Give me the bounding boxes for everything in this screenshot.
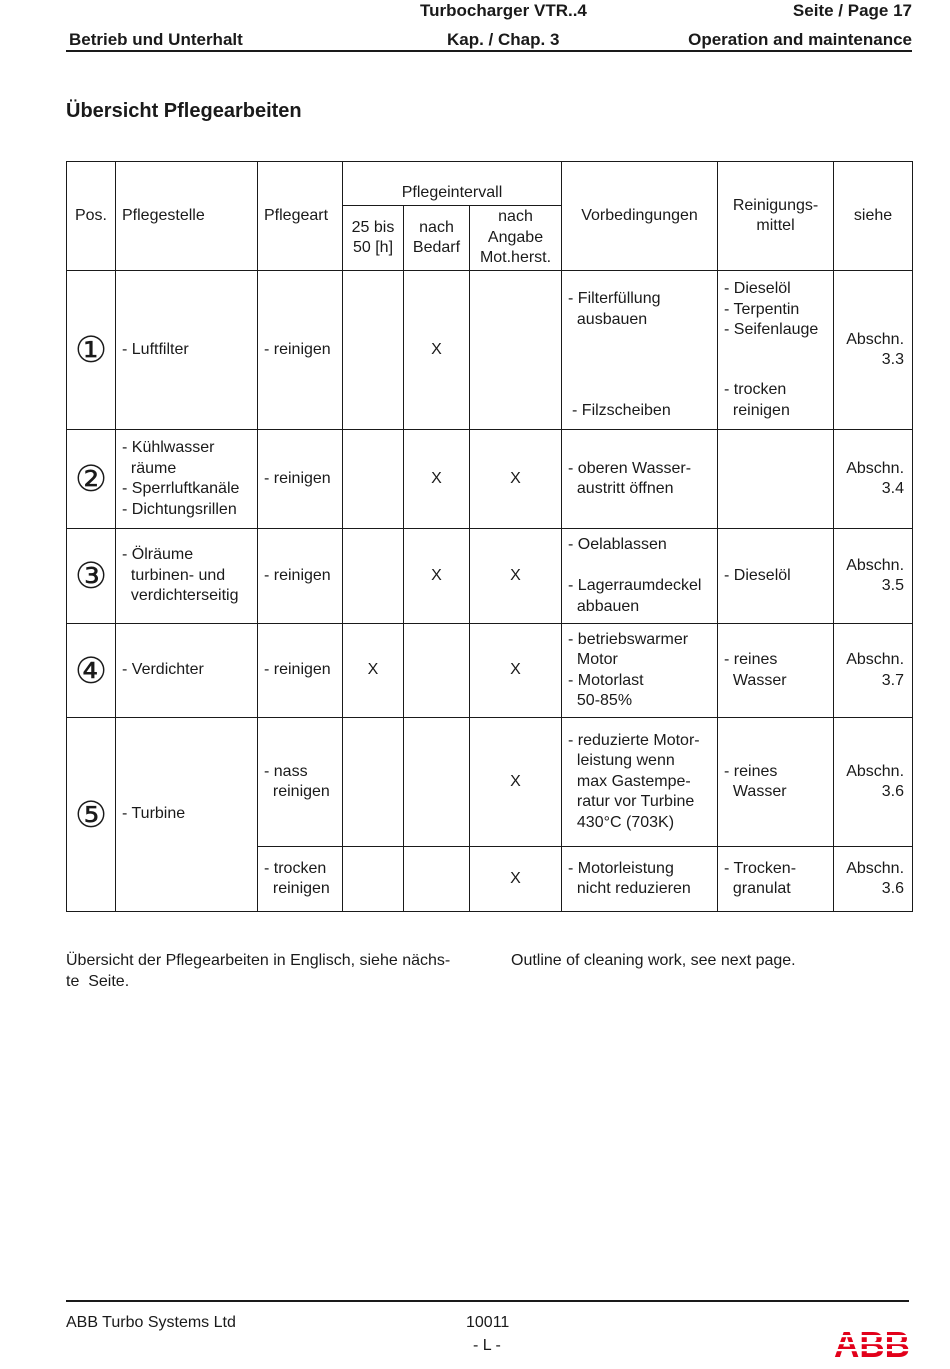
table-row [67, 529, 913, 624]
table-row [67, 271, 913, 361]
vorbedingung-cell: - Oelablassen - Lagerraumdeckel abbauen [562, 529, 718, 624]
page-label: Seite / Page 17 [792, 1, 912, 20]
vorbedingung-cell: - Filzscheiben [562, 361, 718, 430]
siehe-cell: Abschn. 3.7 [834, 624, 913, 718]
pflegeart-cell: - reinigen [258, 529, 343, 624]
interval-25-cell [343, 271, 404, 430]
siehe-cell: Abschn. 3.5 [834, 529, 913, 624]
angabe-cell: X [470, 847, 562, 912]
header-rule [66, 50, 912, 52]
company-name: ABB Turbo Systems Ltd [66, 1314, 236, 1331]
position-marker-2: ② [67, 430, 116, 529]
vorbedingung-cell: - oberen Wasser- austritt öffnen [562, 430, 718, 529]
interval-25-cell [343, 718, 404, 847]
th-pflegeart: Pflegeart [258, 162, 343, 271]
doc-number: 10011 [466, 1314, 510, 1331]
vorbedingung-cell: - Motorleistung nicht reduzieren [562, 847, 718, 912]
interval-25-cell [343, 430, 404, 529]
page-title: Übersicht Pflegearbeiten [66, 100, 302, 122]
language-code: - L - [473, 1337, 501, 1354]
abb-logo-mark [834, 1328, 910, 1360]
pflegestelle-cell: - Ölräume turbinen- und verdichterseitig [116, 529, 258, 624]
bedarf-cell [404, 718, 470, 847]
siehe-cell: Abschn. 3.6 [834, 718, 913, 847]
pflegestelle-cell: - Verdichter [116, 624, 258, 718]
maintenance-table [66, 161, 913, 912]
pflegeart-cell: - reinigen [258, 624, 343, 718]
reinigungsmittel-cell: - reines Wasser [718, 718, 834, 847]
table-row [67, 430, 913, 529]
position-marker-4: ④ [67, 624, 116, 718]
bedarf-cell: X [404, 529, 470, 624]
chapter-label: Kap. / Chap. 3 [447, 30, 560, 49]
angabe-cell: X [470, 430, 562, 529]
vorbedingung-cell: - reduzierte Motor- leistung wenn max Gastempe- ratur vor Turbine 430°C (703K) [562, 718, 718, 847]
pflegestelle-cell: - Kühlwasser räume - Sperrluftkanäle - Dichtungsrillen [116, 430, 258, 529]
table-row [67, 624, 913, 718]
interval-25-cell [343, 529, 404, 624]
bedarf-cell [404, 847, 470, 912]
siehe-cell: Abschn. 3.3 [834, 271, 913, 430]
siehe-cell: Abschn. 3.4 [834, 430, 913, 529]
th-nach-angabe: nach Angabe Mot.herst. [470, 206, 562, 271]
pflegeart-cell: - trocken reinigen [258, 847, 343, 912]
th-nach-bedarf: nach Bedarf [404, 206, 470, 271]
position-marker-3: ③ [67, 529, 116, 624]
th-reinigungsmittel: Reinigungs- mittel [718, 162, 834, 271]
interval-25-cell [343, 847, 404, 912]
th-vorbedingungen: Vorbedingungen [562, 162, 718, 271]
table-row [67, 718, 913, 847]
pflegestelle-cell: - Turbine [116, 718, 258, 912]
th-interval-25-50: 25 bis 50 [h] [343, 206, 404, 271]
pflegeart-cell: - nass reinigen [258, 718, 343, 847]
reinigungsmittel-cell: - reines Wasser [718, 624, 834, 718]
angabe-cell: X [470, 718, 562, 847]
th-pos: Pos. [67, 162, 116, 271]
note-en: Outline of cleaning work, see next page. [511, 952, 796, 969]
reinigungsmittel-cell: - trocken reinigen [718, 361, 834, 430]
position-marker-1: ① [67, 271, 116, 430]
reinigungsmittel-cell: - Trocken- granulat [718, 847, 834, 912]
vorbedingung-cell: - betriebswarmer Motor - Motorlast 50-85% [562, 624, 718, 718]
pflegeart-cell: - reinigen [258, 271, 343, 430]
abb-logo [834, 1328, 910, 1360]
reinigungsmittel-cell: - Dieselöl [718, 529, 834, 624]
angabe-cell: X [470, 624, 562, 718]
bedarf-cell: X [404, 271, 470, 430]
footer-rule [66, 1300, 909, 1302]
section-en: Operation and maintenance [688, 30, 912, 49]
interval-25-cell: X [343, 624, 404, 718]
note-de: Übersicht der Pflegearbeiten in Englisch, siehe nächs- te Seite. [66, 952, 451, 990]
position-marker-5: ⑤ [67, 718, 116, 912]
th-pflegestelle: Pflegestelle [116, 162, 258, 271]
pflegestelle-cell: - Luftfilter [116, 271, 258, 430]
angabe-cell: X [470, 529, 562, 624]
th-siehe: siehe [834, 162, 913, 271]
doc-title: Turbocharger VTR..4 [420, 1, 587, 20]
angabe-cell [470, 271, 562, 430]
th-pflegeintervall: Pflegeintervall [343, 162, 562, 206]
reinigungsmittel-cell [718, 430, 834, 529]
siehe-cell: Abschn. 3.6 [834, 847, 913, 912]
reinigungsmittel-cell: - Dieselöl - Terpentin - Seifenlauge [718, 271, 834, 361]
pflegeart-cell: - reinigen [258, 430, 343, 529]
bedarf-cell: X [404, 430, 470, 529]
vorbedingung-cell: - Filterfüllung ausbauen [562, 271, 718, 361]
section-de: Betrieb und Unterhalt [69, 30, 243, 49]
bedarf-cell [404, 624, 470, 718]
